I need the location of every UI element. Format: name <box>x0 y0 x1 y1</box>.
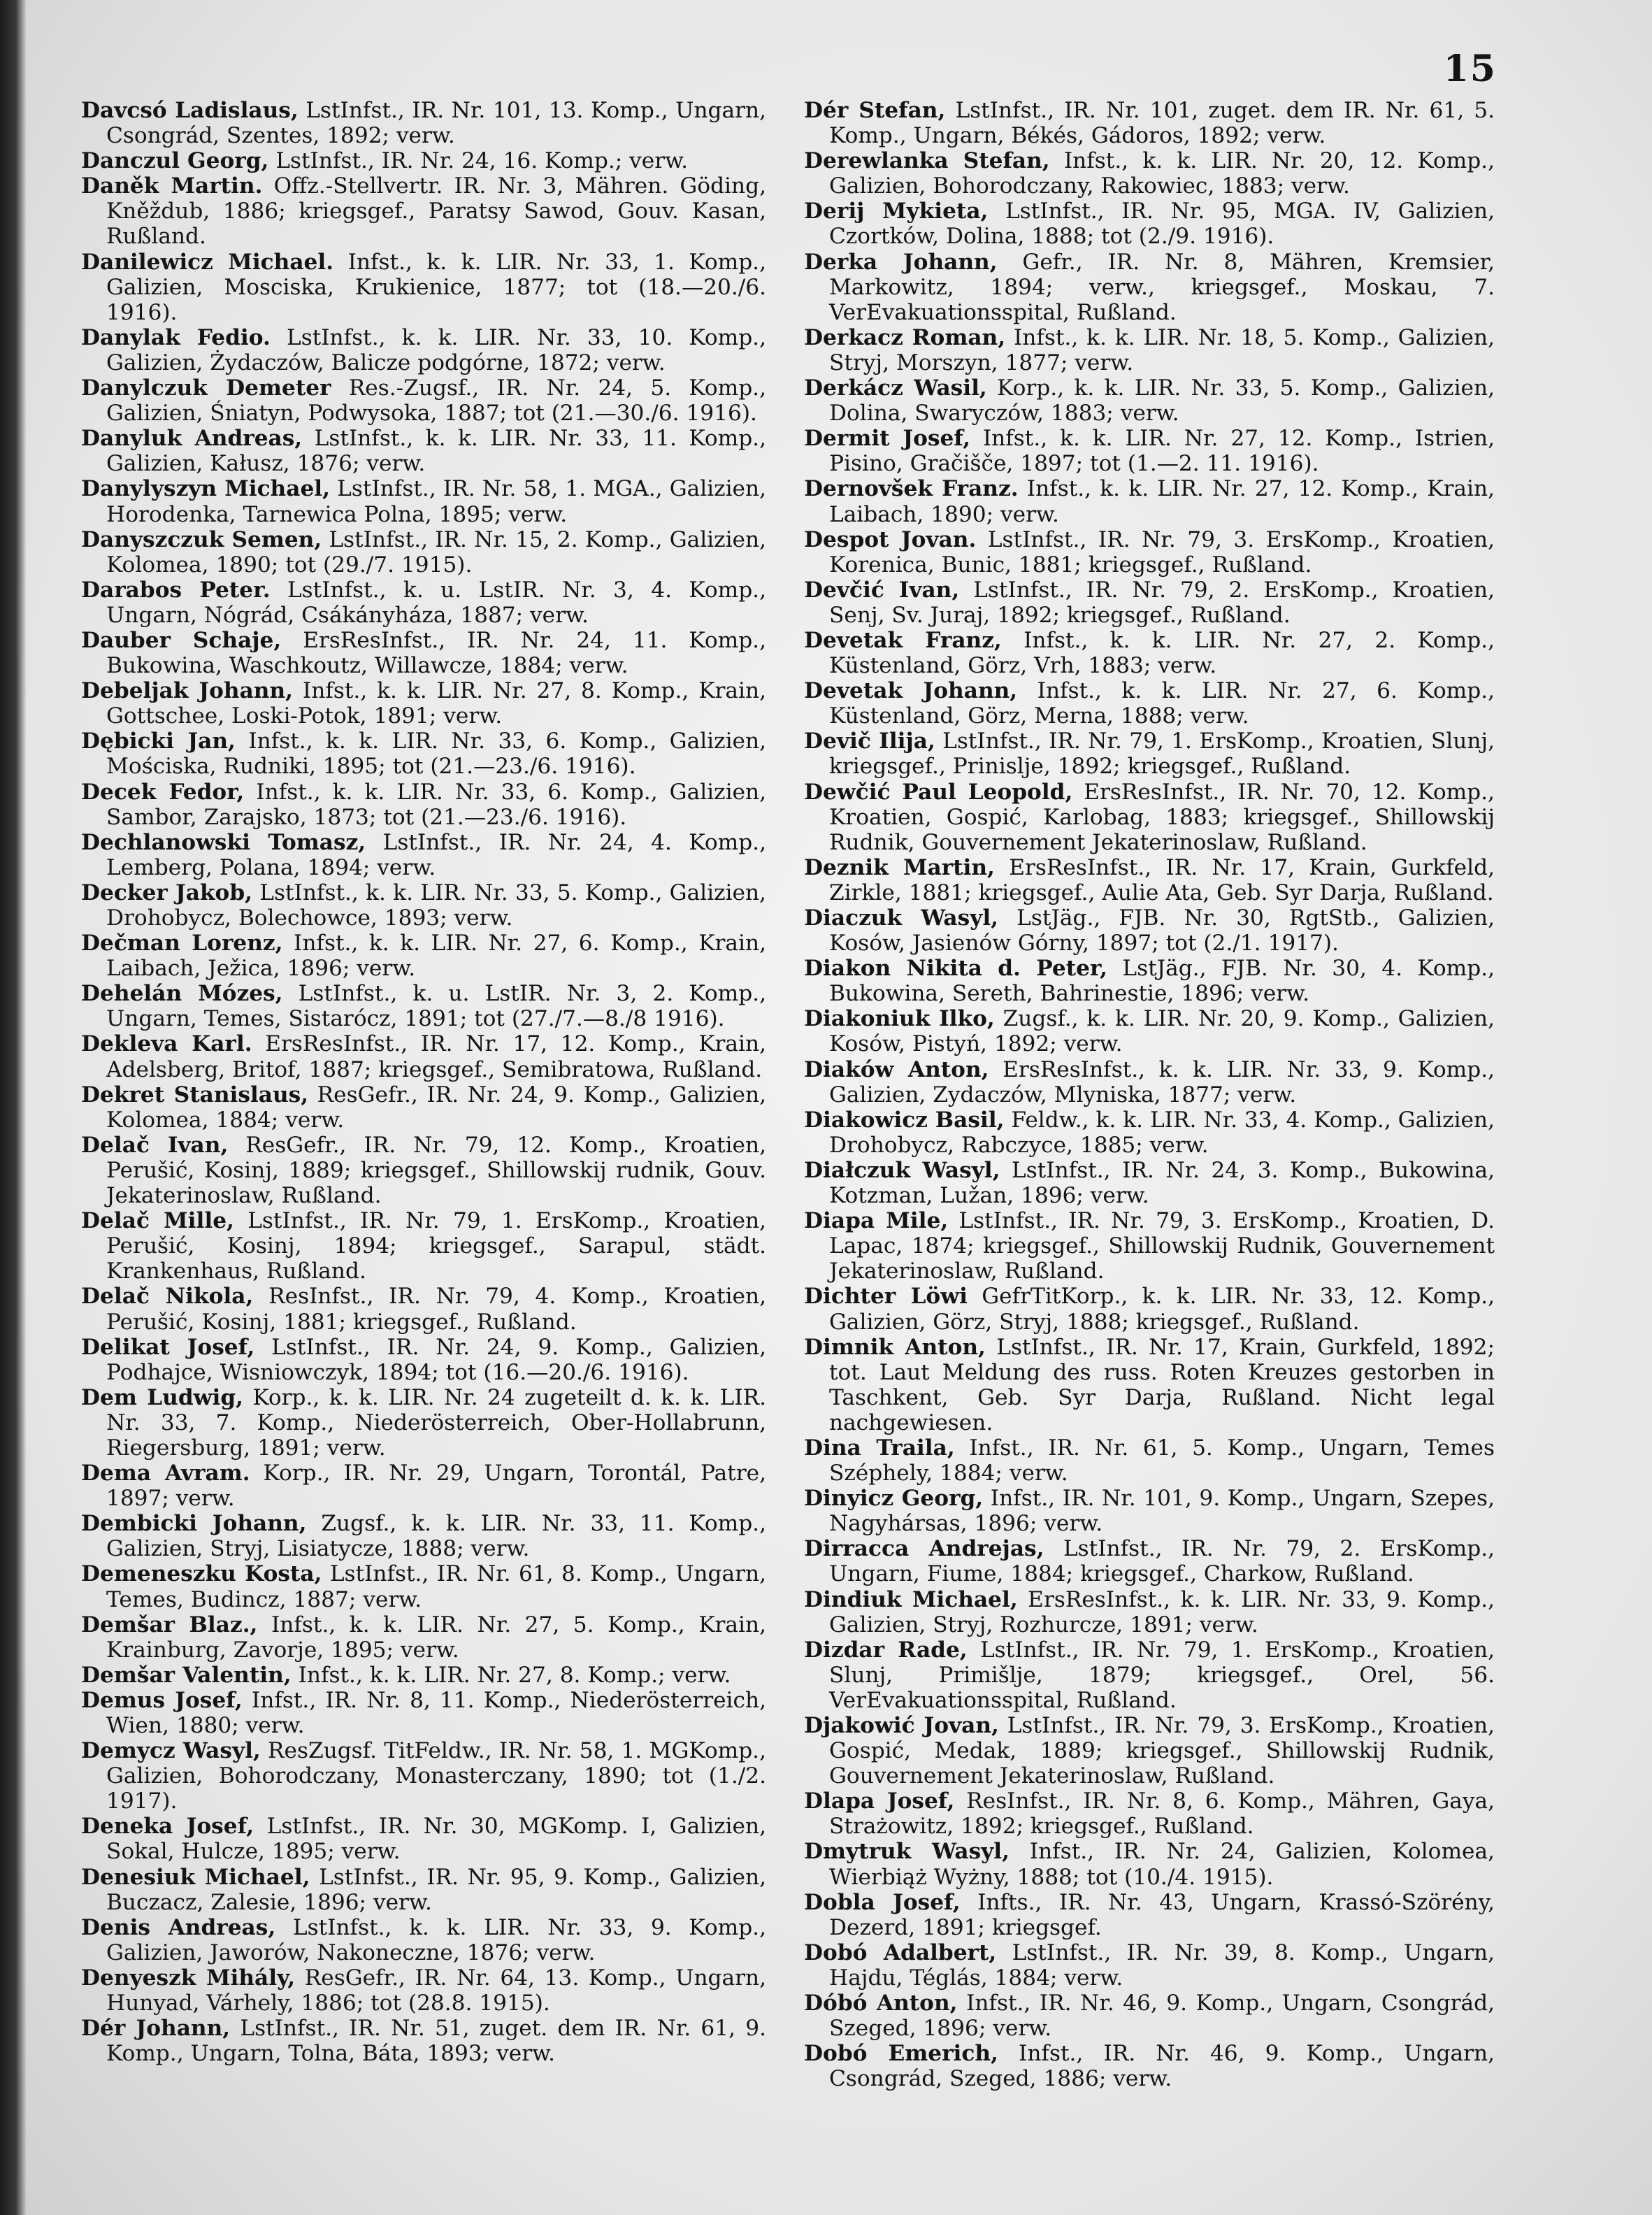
register-entry <box>81 1663 766 1688</box>
register-entry <box>81 375 766 426</box>
entry-details: LstInfst., IR. Nr. 101, zuget. dem IR. Nr. 61, 5. Komp., Ungarn, Békés, Gádoros, 1892; verw. <box>829 98 1495 149</box>
entry-name: Devetak Johann, <box>804 678 1018 704</box>
register-entry <box>81 729 766 779</box>
entry-name: Dina Traila, <box>804 1435 955 1461</box>
entry-name: Demšar Blaz., <box>81 1612 258 1637</box>
register-entry <box>81 1738 766 1814</box>
entry-name: Dehelán Mózes, <box>81 981 283 1007</box>
entry-name: Davcsó Ladislaus, <box>81 98 299 123</box>
register-entry <box>804 1839 1495 1889</box>
register-entry <box>81 98 766 148</box>
entry-details: Infst., k. k. LIR. Nr. 27, 8. Komp.; verw. <box>298 1662 731 1688</box>
entry-details: Infst., k. k. LIR. Nr. 18, 5. Komp., Galizien, Stryj, Morszyn, 1877; verw. <box>829 324 1495 375</box>
register-entry <box>81 628 766 678</box>
entry-details: ErsResInfst., k. k. LIR. Nr. 33, 9. Komp., Galizien, Zydaczów, Mlyniska, 1877; verw. <box>829 1056 1495 1108</box>
register-entry <box>804 325 1495 375</box>
entry-name: Danylyszyn Michael, <box>81 476 330 502</box>
register-entry <box>804 1890 1495 1940</box>
register-entry <box>81 678 766 729</box>
register-entry <box>804 527 1495 578</box>
entry-name: Daněk Martin. <box>81 173 263 199</box>
register-entry <box>804 855 1495 905</box>
register-entry <box>804 1158 1495 1208</box>
entry-name: Demeneszku Kosta, <box>81 1561 322 1587</box>
entry-name: Delač Mille, <box>81 1208 234 1234</box>
entry-name: Dębicki Jan, <box>81 729 236 754</box>
entry-details: LstInfst., IR. Nr. 39, 8. Komp., Ungarn, Hajdu, Téglás, 1884; verw. <box>829 1940 1495 1991</box>
entry-details: LstInfst., IR. Nr. 79, 1. ErsKomp., Kroatien, Slunj, kriegsgef., Prinislje, 1892; kriegsgef., Rußland. <box>829 729 1495 780</box>
register-entry <box>81 1461 766 1511</box>
entry-details: Gefr., IR. Nr. 8, Mähren, Kremsier, Markowitz, 1894; verw., kriegsgef., Moskau, 7. VerEvakuationsspital, Rußland. <box>829 249 1495 325</box>
entry-name: Diapa Mile, <box>804 1208 949 1234</box>
register-entry <box>81 1688 766 1738</box>
entry-name: Dér Johann, <box>81 2016 231 2042</box>
register-entry <box>81 1133 766 1208</box>
entry-details: ErsResInfst., k. k. LIR. Nr. 33, 9. Komp., Galizien, Stryj, Rozhurcze, 1891; verw. <box>829 1586 1495 1637</box>
entry-details: ErsResInfst., IR. Nr. 17, 12. Komp., Krain, Adelsberg, Britof, 1887; kriegsgef., Semibratowa, Rußland. <box>106 1031 766 1082</box>
entry-details: LstInfst., IR. Nr. 61, 8. Komp., Ungarn, Temes, Budincz, 1887; verw. <box>106 1561 766 1612</box>
entry-name: Danylak Fedio. <box>81 324 271 350</box>
register-entry <box>804 199 1495 249</box>
entry-name: Dekret Stanislaus, <box>81 1082 309 1108</box>
entry-details: LstInfst., k. u. LstIR. Nr. 3, 2. Komp., Ungarn, Temes, Sistarócz, 1891; tot (27./7.—8./8 1916). <box>106 981 766 1032</box>
register-entry <box>81 1082 766 1133</box>
entry-details: Infst., k. k. LIR. Nr. 33, 6. Komp., Galizien, Sambor, Zarajsko, 1873; tot (21.—23./6. 1916). <box>106 779 767 830</box>
entry-details: LstJäg., FJB. Nr. 30, RgtStb., Galizien, Kosów, Jasienów Górny, 1897; tot (2./1. 1917). <box>829 905 1495 956</box>
register-entry <box>81 1865 766 1915</box>
register-entry <box>81 830 766 880</box>
entry-details: ResInfst., IR. Nr. 8, 6. Komp., Mähren, Gaya, Strażowitz, 1892; kriegsgef., Rußland. <box>829 1789 1495 1840</box>
register-entry <box>804 148 1495 199</box>
left-column <box>81 98 766 2066</box>
entry-details: Infst., k. k. LIR. Nr. 27, 6. Komp., Küstenland, Görz, Merna, 1888; verw. <box>829 678 1495 729</box>
register-entry <box>804 1006 1495 1056</box>
register-entry <box>804 1789 1495 1839</box>
entry-details: Infst., k. k. LIR. Nr. 27, 5. Komp., Krain, Krainburg, Zavorje, 1895; verw. <box>106 1612 766 1663</box>
entry-name: Dobó Emerich, <box>804 2041 998 2067</box>
entry-details: ErsResInfst., IR. Nr. 17, Krain, Gurkfeld, Zirkle, 1881; kriegsgef., Aulie Ata, Geb. Syr Darja, Rußland. <box>829 854 1495 905</box>
entry-details: Korp., IR. Nr. 29, Ungarn, Torontál, Patre, 1897; verw. <box>106 1461 766 1512</box>
register-entry <box>81 1385 766 1461</box>
entry-details: Res.-Zugsf., IR. Nr. 24, 5. Komp., Galizien, Śniatyn, Podwysoka, 1887; tot (21.—30./6. 1916). <box>106 375 766 426</box>
register-entry <box>81 173 766 249</box>
entry-details: ResGefr., IR. Nr. 64, 13. Komp., Ungarn, Hunyad, Várhely, 1886; tot (28.8. 1915). <box>106 1965 767 2016</box>
entry-details: Infst., k. k. LIR. Nr. 27, 6. Komp., Krain, Laibach, Ježica, 1896; verw. <box>106 931 766 982</box>
entry-details: Infst., k. k. LIR. Nr. 27, 12. Komp., Istrien, Pisino, Gračišče, 1897; tot (1.—2. 11. 1916). <box>829 426 1495 477</box>
entry-name: Derkácz Wasil, <box>804 375 987 401</box>
entry-name: Diaczuk Wasyl, <box>804 905 999 931</box>
register-entry <box>81 780 766 830</box>
page-number: 15 <box>1443 48 1497 90</box>
entry-details: LstInfst., k. k. LIR. Nr. 33, 5. Komp., Galizien, Drohobycz, Bolechowce, 1893; verw. <box>106 880 766 931</box>
register-entry <box>81 1561 766 1612</box>
register-entry <box>81 426 766 476</box>
entry-details: Infst., k. k. LIR. Nr. 27, 8. Komp., Krain, Gottschee, Loski-Potok, 1891; verw. <box>106 678 766 729</box>
entry-details: ErsResInfst., IR. Nr. 70, 12. Komp., Kroatien, Gospić, Karlobag, 1883; kriegsgef., Shillowskij Rudnik, Gouvernement Jekaterinoslaw, Rußland. <box>829 779 1495 855</box>
entry-details: LstInfst., k. k. LIR. Nr. 33, 9. Komp., Galizien, Jaworów, Nakoneczne, 1876; verw. <box>106 1914 766 1965</box>
entry-name: Dernovšek Franz. <box>804 476 1019 502</box>
register-entry <box>81 325 766 375</box>
entry-details: Feldw., k. k. LIR. Nr. 33, 4. Komp., Galizien, Drohobycz, Rabczyce, 1885; verw. <box>829 1107 1495 1158</box>
entry-name: Dekleva Karl. <box>81 1031 252 1057</box>
entry-name: Dembicki Johann, <box>81 1511 307 1537</box>
entry-name: Dóbó Anton, <box>804 1991 958 2016</box>
register-entry <box>804 1335 1495 1435</box>
register-entry <box>81 1335 766 1385</box>
entry-name: Devetak Franz, <box>804 627 1002 653</box>
entry-name: Derkacz Roman, <box>804 324 1006 350</box>
entry-name: Delač Nikola, <box>81 1284 254 1310</box>
entry-details: ResGefr., IR. Nr. 79, 12. Komp., Kroatien, Perušić, Kosinj, 1889; kriegsgef., Shillowskij rudnik, Gouv. Jekaterinoslaw, Rußland. <box>106 1132 766 1209</box>
register-entry <box>804 1208 1495 1284</box>
register-entry <box>804 250 1495 325</box>
entry-details: LstInfst., IR. Nr. 24, 4. Komp., Lemberg, Polana, 1894; verw. <box>106 829 766 880</box>
entry-name: Denis Andreas, <box>81 1914 276 1940</box>
entry-name: Dmytruk Wasyl, <box>804 1839 1010 1865</box>
entry-name: Diakon Nikita d. Peter, <box>804 956 1107 982</box>
entry-details: Infst., k. k. LIR. Nr. 33, 6. Komp., Galizien, Mościska, Rudniki, 1895; tot (21.—23./6. 1916). <box>106 729 767 780</box>
register-entry <box>81 476 766 526</box>
entry-details: LstInfst., IR. Nr. 95, 9. Komp., Galizien, Buczacz, Zalesie, 1896; verw. <box>106 1864 767 1915</box>
register-entry <box>804 1486 1495 1536</box>
entry-name: Dečman Lorenz, <box>81 931 283 956</box>
entry-name: Darabos Peter. <box>81 577 271 603</box>
entry-details: LstInfst., k. k. LIR. Nr. 33, 10. Komp., Galizien, Żydaczów, Balicze podgórne, 1872; verw. <box>106 324 766 375</box>
entry-details: LstInfst., k. k. LIR. Nr. 33, 11. Komp., Galizien, Kałusz, 1876; verw. <box>106 426 766 477</box>
register-entry <box>81 981 766 1031</box>
entry-details: LstInfst., IR. Nr. 95, MGA. IV, Galizien, Czortków, Dolina, 1888; tot (2./9. 1916). <box>829 199 1495 250</box>
register-entry <box>81 527 766 578</box>
entry-name: Diakoniuk Ilko, <box>804 1006 995 1032</box>
register-entry <box>804 1713 1495 1789</box>
entry-name: Dewčić Paul Leopold, <box>804 779 1073 805</box>
entry-name: Danczul Georg, <box>81 148 269 174</box>
entry-name: Danylczuk Demeter <box>81 375 331 401</box>
entry-details: LstInfst., IR. Nr. 58, 1. MGA., Galizien, Horodenka, Tarnewica Polna, 1895; verw. <box>106 476 767 527</box>
entry-name: Danilewicz Michael. <box>81 249 334 275</box>
entry-details: Offz.-Stellvertr. IR. Nr. 3, Mähren. Göding, Kněždub, 1886; kriegsgef., Paratsy Sawod, Gouv. Kasan, Rußland. <box>106 173 766 250</box>
entry-name: Dechlanowski Tomasz, <box>81 829 366 855</box>
entry-name: Derka Johann, <box>804 249 998 275</box>
register-entry <box>804 1991 1495 2041</box>
register-entry <box>81 880 766 931</box>
entry-details: LstInfst., IR. Nr. 15, 2. Komp., Galizien, Kolomea, 1890; tot (29./7. 1915). <box>106 526 767 578</box>
register-entry <box>804 98 1495 148</box>
entry-name: Deznik Martin, <box>804 854 995 880</box>
entry-name: Diakowicz Basil, <box>804 1107 1005 1133</box>
entry-name: Deneka Josef, <box>81 1814 254 1840</box>
entry-details: Infst., IR. Nr. 24, Galizien, Kolomea, Wierbiąż Wyżny, 1888; tot (10./4. 1915). <box>829 1839 1495 1890</box>
register-entry <box>804 1536 1495 1586</box>
entry-details: LstInfst., IR. Nr. 24, 3. Komp., Bukowina, Kotzman, Lužan, 1896; verw. <box>829 1157 1495 1209</box>
entry-name: Dlapa Josef, <box>804 1789 955 1814</box>
entry-name: Devčić Ivan, <box>804 577 960 603</box>
entry-details: Infst., k. k. LIR. Nr. 27, 12. Komp., Krain, Laibach, 1890; verw. <box>829 476 1495 527</box>
entry-details: Infst., IR. Nr. 8, 11. Komp., Niederösterreich, Wien, 1880; verw. <box>106 1687 767 1738</box>
entry-name: Denesiuk Michael, <box>81 1864 310 1890</box>
entry-details: Infst., k. k. LIR. Nr. 20, 12. Komp., Galizien, Bohorodczany, Rakowiec, 1883; verw. <box>829 148 1495 199</box>
register-entry <box>81 148 766 173</box>
register-entry <box>81 1814 766 1864</box>
entry-name: Dem Ludwig, <box>81 1384 243 1410</box>
entry-details: LstInfst., IR. Nr. 79, 3. ErsKomp., Kroatien, D. Lapac, 1874; kriegsgef., Shillowskij Rudnik, Gouvernement Jekaterinoslaw, Rußland. <box>829 1208 1495 1284</box>
entry-name: Dermit Josef, <box>804 426 970 452</box>
entry-details: LstInfst., IR. Nr. 51, zuget. dem IR. Nr. 61, 9. Komp., Ungarn, Tolna, Báta, 1893; verw. <box>106 2016 766 2067</box>
register-entry <box>804 476 1495 526</box>
entry-details: Korp., k. k. LIR. Nr. 33, 5. Komp., Galizien, Dolina, Swaryczów, 1883; verw. <box>829 375 1495 426</box>
entry-name: Despot Jovan. <box>804 526 977 552</box>
register-entry <box>81 931 766 981</box>
right-column <box>804 98 1495 2091</box>
entry-name: Danyluk Andreas, <box>81 426 303 452</box>
entry-details: LstJäg., FJB. Nr. 30, 4. Komp., Bukowina, Sereth, Bahrinestie, 1896; verw. <box>829 956 1495 1007</box>
register-entry <box>804 1284 1495 1334</box>
register-entry <box>804 578 1495 628</box>
entry-details: LstInfst., IR. Nr. 79, 1. ErsKomp., Kroatien, Perušić, Kosinj, 1894; kriegsgef., Sarapul, städt. Krankenhaus, Rußland. <box>106 1208 766 1284</box>
register-entry <box>804 678 1495 729</box>
entry-details: Infts., IR. Nr. 43, Ungarn, Krassó-Szörény, Dezerd, 1891; kriegsgef. <box>829 1889 1495 1940</box>
entry-name: Delač Ivan, <box>81 1132 229 1158</box>
entry-details: LstInfst., IR. Nr. 24, 16. Komp.; verw. <box>275 148 689 174</box>
entry-details: LstInfst., IR. Nr. 79, 2. ErsKomp., Ungarn, Fiume, 1884; kriegsgef., Charkow, Rußland. <box>829 1536 1495 1587</box>
entry-name: Dimnik Anton, <box>804 1334 986 1360</box>
entry-name: Diaków Anton, <box>804 1056 989 1082</box>
entry-details: LstInfst., IR. Nr. 79, 1. ErsKomp., Kroatien, Slunj, Primišlje, 1879; kriegsgef., Orel, 56. VerEvakuationsspital, Rußland. <box>829 1637 1495 1713</box>
register-entry <box>804 2041 1495 2091</box>
entry-details: Zugsf., k. k. LIR. Nr. 20, 9. Komp., Galizien, Kosów, Pistyń, 1892; verw. <box>829 1006 1495 1057</box>
entry-name: Djakowić Jovan, <box>804 1713 999 1738</box>
entry-name: Debeljak Johann, <box>81 678 293 704</box>
register-entry <box>81 1511 766 1561</box>
register-entry <box>804 1637 1495 1713</box>
register-entry <box>804 905 1495 956</box>
entry-name: Dobla Josef, <box>804 1889 961 1915</box>
entry-name: Dirracca Andrejas, <box>804 1536 1044 1562</box>
entry-name: Dizdar Rade, <box>804 1637 968 1663</box>
entry-details: Infst., IR. Nr. 46, 9. Komp., Ungarn, Csongrád, Szeged, 1886; verw. <box>829 2041 1495 2092</box>
entry-details: ResZugsf. TitFeldw., IR. Nr. 58, 1. MGKomp., Galizien, Bohorodczany, Monasterczany, 1890; tot (1./2. 1917). <box>106 1738 766 1814</box>
entry-details: GefrTitKorp., k. k. LIR. Nr. 33, 12. Komp., Galizien, Görz, Stryj, 1888; kriegsgef., Rußland. <box>829 1284 1495 1335</box>
entry-name: Dobó Adalbert, <box>804 1940 997 1965</box>
entry-details: LstInfst., IR. Nr. 101, 13. Komp., Ungarn, Csongrád, Szentes, 1892; verw. <box>106 98 767 149</box>
entry-details: Zugsf., k. k. LIR. Nr. 33, 11. Komp., Galizien, Stryj, Lisiatycze, 1888; verw. <box>106 1511 767 1562</box>
entry-details: ErsResInfst., IR. Nr. 24, 11. Komp., Bukowina, Waschkoutz, Willawcze, 1884; verw. <box>106 627 766 679</box>
entry-details: Korp., k. k. LIR. Nr. 24 zugeteilt d. k. k. LIR. Nr. 33, 7. Komp., Niederösterreich, Ober-Hollabrunn, Riegersburg, 1891; verw. <box>106 1384 766 1461</box>
entry-name: Decker Jakob, <box>81 880 253 905</box>
register-entry <box>804 375 1495 426</box>
entry-details: LstInfst., IR. Nr. 79, 2. ErsKomp., Kroatien, Senj, Sv. Juraj, 1892; kriegsgef., Rußland. <box>829 577 1495 628</box>
register-entry <box>81 1965 766 2016</box>
entry-name: Diałczuk Wasyl, <box>804 1157 1000 1183</box>
entry-details: LstInfst., IR. Nr. 17, Krain, Gurkfeld, 1892; tot. Laut Meldung des russ. Roten Kreuzes gestorben in Taschkent, Geb. Syr Darja, Rußland. Nicht legal nachgewiesen. <box>829 1334 1495 1435</box>
register-entry <box>804 1940 1495 1991</box>
entry-name: Demycz Wasyl, <box>81 1738 261 1764</box>
register-entry <box>81 1284 766 1334</box>
register-entry <box>804 1587 1495 1637</box>
entry-details: LstInfst., IR. Nr. 30, MGKomp. I, Galizien, Sokal, Hulcze, 1895; verw. <box>106 1814 766 1865</box>
entry-details: LstInfst., IR. Nr. 79, 3. ErsKomp., Kroatien, Korenica, Bunic, 1881; kriegsgef., Rußland. <box>829 526 1495 578</box>
entry-details: Infst., k. k. LIR. Nr. 33, 1. Komp., Galizien, Mosciska, Krukienice, 1877; tot (18.—20./6. 1916). <box>106 249 767 325</box>
entry-details: Infst., IR. Nr. 46, 9. Komp., Ungarn, Csongrád, Szeged, 1896; verw. <box>829 1991 1495 2042</box>
register-entry <box>81 1031 766 1082</box>
register-entry <box>81 250 766 325</box>
register-entry <box>804 1057 1495 1108</box>
entry-name: Derewlanka Stefan, <box>804 148 1050 174</box>
entry-details: Infst., k. k. LIR. Nr. 27, 2. Komp., Küstenland, Görz, Vrh, 1883; verw. <box>829 627 1495 679</box>
entry-details: LstInfst., IR. Nr. 24, 9. Komp., Galizien, Podhajce, Wisniowczyk, 1894; tot (16.—20./6. 1916). <box>106 1334 766 1385</box>
register-entry <box>804 780 1495 855</box>
register-entry <box>804 628 1495 678</box>
register-entry <box>804 729 1495 779</box>
register-entry <box>804 426 1495 476</box>
entry-name: Dindiuk Michael, <box>804 1586 1018 1612</box>
entry-name: Dichter Löwi <box>804 1284 968 1310</box>
register-entry <box>804 1108 1495 1158</box>
page-binding-edge <box>0 0 27 2215</box>
entry-name: Dér Stefan, <box>804 98 946 123</box>
register-entry <box>81 1915 766 1965</box>
entry-details: Infst., IR. Nr. 101, 9. Komp., Ungarn, Szepes, Nagyhársas, 1896; verw. <box>829 1486 1495 1537</box>
register-entry <box>81 578 766 628</box>
entry-name: Denyeszk Mihály, <box>81 1965 296 1991</box>
register-entry <box>81 2016 766 2066</box>
entry-details: ResGefr., IR. Nr. 24, 9. Komp., Galizien, Kolomea, 1884; verw. <box>106 1082 767 1133</box>
entry-details: LstInfst., k. u. LstIR. Nr. 3, 4. Komp., Ungarn, Nógrád, Csákányháza, 1887; verw. <box>106 577 766 628</box>
register-entry <box>804 1435 1495 1486</box>
entry-details: ResInfst., IR. Nr. 79, 4. Komp., Kroatien, Perušić, Kosinj, 1881; kriegsgef., Rußland. <box>106 1284 766 1335</box>
entry-name: Derij Mykieta, <box>804 199 989 224</box>
entry-name: Danyszczuk Semen, <box>81 526 322 552</box>
register-entry <box>804 956 1495 1006</box>
entry-name: Dema Avram. <box>81 1461 250 1486</box>
register-entry <box>81 1612 766 1663</box>
register-entry <box>81 1208 766 1284</box>
entry-name: Devič Ilija, <box>804 729 935 754</box>
entry-name: Decek Fedor, <box>81 779 245 805</box>
entry-name: Demus Josef, <box>81 1687 243 1713</box>
entry-name: Dinyicz Georg, <box>804 1486 984 1512</box>
entry-name: Dauber Schaje, <box>81 627 282 653</box>
entry-name: Demšar Valentin, <box>81 1662 292 1688</box>
entry-details: Infst., IR. Nr. 61, 5. Komp., Ungarn, Temes Széphely, 1884; verw. <box>829 1435 1495 1486</box>
entry-name: Delikat Josef, <box>81 1334 255 1360</box>
entry-details: LstInfst., IR. Nr. 79, 3. ErsKomp., Kroatien, Gospić, Medak, 1889; kriegsgef., Shillowskij Rudnik, Gouvernement Jekaterinoslaw, Rußland. <box>829 1713 1495 1789</box>
